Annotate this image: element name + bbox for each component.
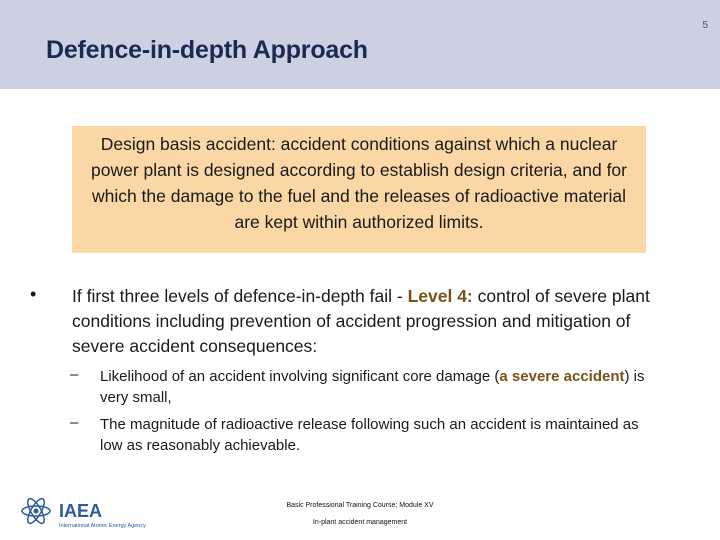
severe-accident-highlight: a severe accident	[499, 368, 625, 385]
atom-icon	[22, 496, 50, 525]
definition-box	[72, 126, 646, 253]
bullet-text	[72, 284, 680, 359]
slide-number: 5	[702, 20, 708, 31]
sub-item-text	[100, 366, 660, 408]
iaea-logo	[14, 492, 184, 532]
bullet-rest: control of severe plant conditions including prevention of accident progression and mitigation of severe accident consequences:	[72, 286, 650, 356]
dash-icon: –	[70, 414, 79, 431]
sub-item-text	[100, 414, 660, 456]
sub-item	[70, 414, 660, 456]
sub-item-part: ) is very small,	[100, 368, 645, 406]
slide-title: Defence-in-depth Approach	[46, 36, 368, 64]
sub-item-part: The magnitude of radioactive release following such an accident is maintained as low as reasonably achievable.	[100, 416, 639, 454]
footer-course: Basic Professional Training Course; Module XV	[286, 502, 434, 509]
footer-topic: In-plant accident management	[312, 519, 408, 526]
sub-item-part: Likelihood of an accident involving significant core damage (	[100, 368, 500, 385]
dash-icon: –	[70, 366, 79, 383]
definition-term: Design basis accident	[100, 134, 271, 154]
logo-text: IAEA	[59, 501, 103, 521]
sub-item	[70, 366, 660, 408]
bullet-icon: •	[30, 284, 37, 304]
definition-text: : accident conditions against which a nuclear power plant is designed according to establish design criteria, and for which the damage to the fuel and the releases of radioactive material are kept within authorized limits.	[90, 134, 627, 232]
logo-subtext: International Atomic Energy Agency	[59, 523, 146, 529]
bullet-item	[30, 284, 680, 359]
level-label: Level 4:	[407, 286, 473, 306]
sub-list	[70, 366, 660, 462]
bullet-intro: If first three levels of defence-in-depth fail -	[72, 286, 408, 306]
